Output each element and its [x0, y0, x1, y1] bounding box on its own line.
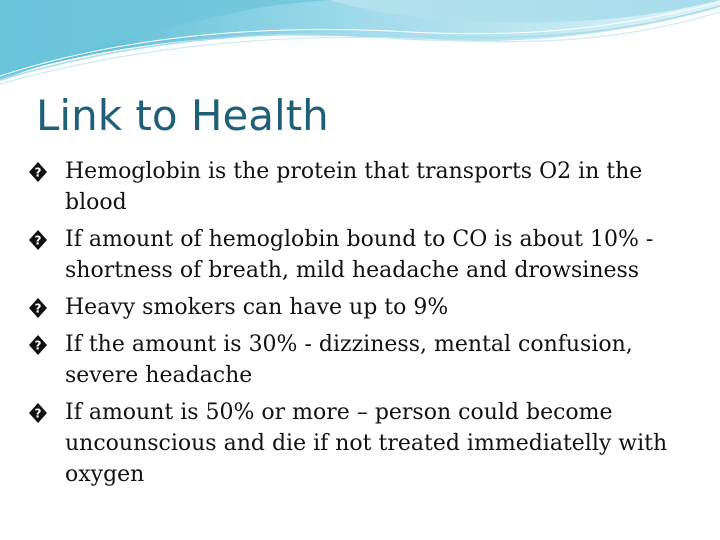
- bullet-list: [28, 156, 700, 496]
- bullet-item: [28, 329, 700, 391]
- svg-text:?: ?: [34, 165, 42, 180]
- svg-text:?: ?: [34, 233, 42, 248]
- bullet-item: [28, 292, 700, 323]
- replacement-character-icon: [28, 334, 48, 356]
- header-wave-decoration: [0, 0, 720, 90]
- replacement-character-icon: [28, 229, 48, 251]
- bullet-text: Heavy smokers can have up to 9%: [65, 295, 449, 320]
- bullet-item: [28, 397, 700, 490]
- bullet-text: If amount of hemoglobin bound to CO is about 10% - shortness of breath, mild headache and drowsiness: [65, 227, 654, 283]
- bullet-item: [28, 156, 700, 218]
- replacement-character-icon: [28, 402, 48, 424]
- bullet-text: Hemoglobin is the protein that transports O2 in the blood: [65, 159, 643, 215]
- svg-text:?: ?: [34, 338, 42, 353]
- svg-text:?: ?: [34, 301, 42, 316]
- bullet-text: If amount is 50% or more – person could become uncounscious and die if not treated immediatelly with oxygen: [65, 400, 668, 487]
- replacement-character-icon: [28, 297, 48, 319]
- svg-text:?: ?: [34, 406, 42, 421]
- bullet-text: If the amount is 30% - dizziness, mental confusion, severe headache: [65, 332, 633, 388]
- replacement-character-icon: [28, 161, 48, 183]
- bullet-item: [28, 224, 700, 286]
- slide-title: Link to Health: [36, 91, 329, 140]
